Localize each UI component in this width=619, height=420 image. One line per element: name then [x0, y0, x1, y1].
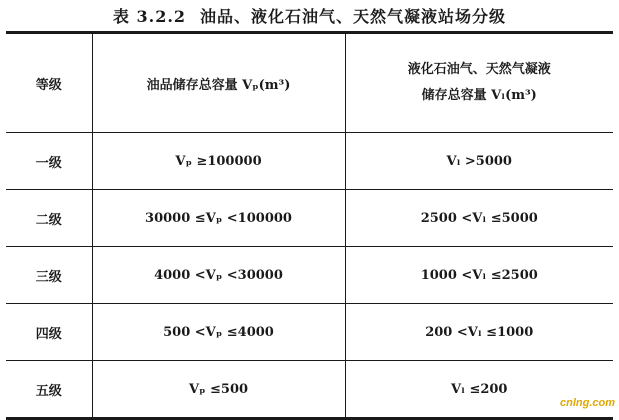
table-row — [6, 304, 613, 361]
grade-cell: 五级 — [6, 361, 92, 419]
table-row — [6, 247, 613, 304]
grade-cell: 四级 — [6, 304, 92, 361]
table-row — [6, 190, 613, 247]
oil-capacity-cell: 30000 ≤Vₚ <100000 — [92, 190, 345, 247]
grade-cell: 二级 — [6, 190, 92, 247]
station-grade-table — [6, 31, 613, 420]
header-lpg-capacity-line1: 液化石油气、天然气凝液 — [407, 62, 551, 77]
header-lpg-capacity — [345, 33, 613, 133]
table-header-row — [6, 33, 613, 133]
header-lpg-capacity-line2: 储存总容量 Vₗ(m³) — [421, 88, 537, 103]
table-caption — [0, 4, 619, 27]
header-grade: 等级 — [6, 33, 92, 133]
oil-capacity-cell: 4000 <Vₚ <30000 — [92, 247, 345, 304]
table-row — [6, 133, 613, 190]
lpg-capacity-cell: Vₗ ≤200 — [345, 361, 613, 419]
lpg-capacity-cell: Vₗ >5000 — [345, 133, 613, 190]
lpg-capacity-cell: 200 <Vₗ ≤1000 — [345, 304, 613, 361]
oil-capacity-cell: Vₚ ≥100000 — [92, 133, 345, 190]
lpg-capacity-cell: 1000 <Vₗ ≤2500 — [345, 247, 613, 304]
lpg-capacity-cell: 2500 <Vₗ ≤5000 — [345, 190, 613, 247]
caption-title: 油品、液化石油气、天然气凝液站场分级 — [200, 7, 507, 26]
grade-cell: 三级 — [6, 247, 92, 304]
grade-cell: 一级 — [6, 133, 92, 190]
caption-number: 表 3.2.2 — [112, 7, 187, 26]
header-oil-capacity: 油品储存总容量 Vₚ(m³) — [92, 33, 345, 133]
oil-capacity-cell: 500 <Vₚ ≤4000 — [92, 304, 345, 361]
oil-capacity-cell: Vₚ ≤500 — [92, 361, 345, 419]
site-watermark: cnlng.com — [559, 397, 615, 409]
table-row — [6, 361, 613, 419]
